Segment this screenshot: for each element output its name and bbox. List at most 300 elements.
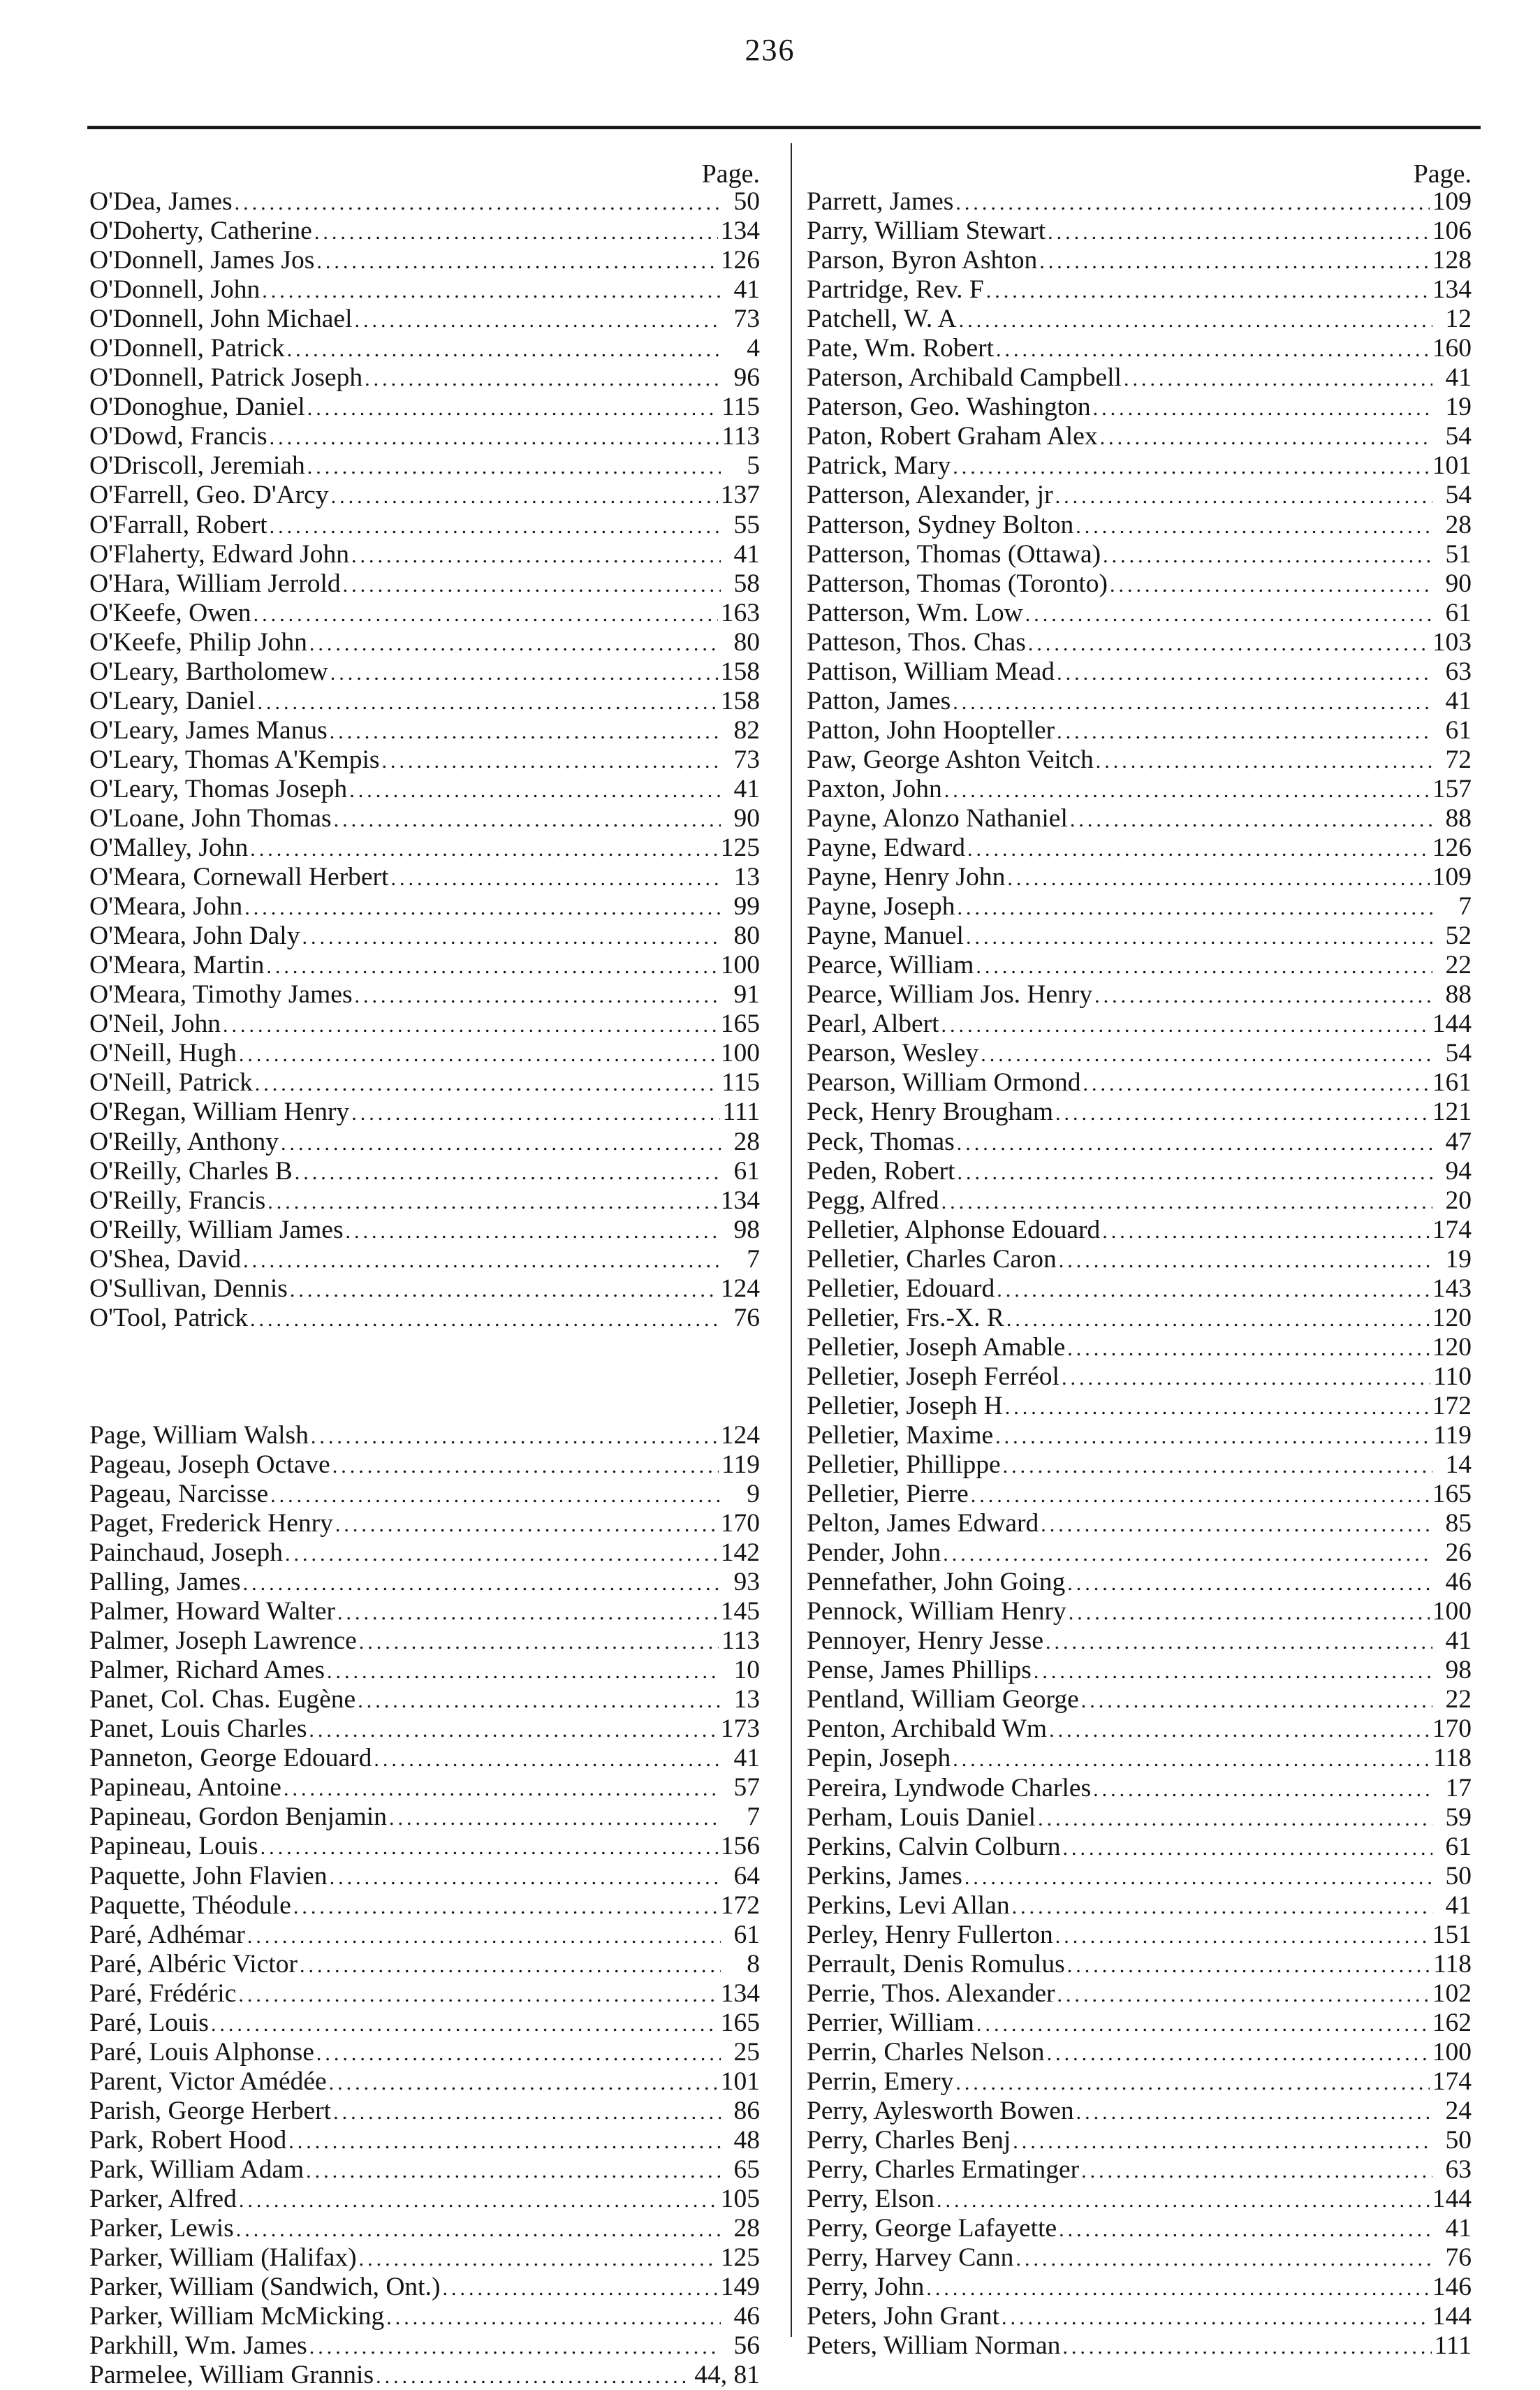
dot-leader [235, 189, 721, 217]
index-entry [89, 187, 760, 217]
entry-name: Perham, Louis Daniel [807, 1802, 1036, 1832]
entry-name: Payne, Henry John [807, 863, 1006, 892]
entry-name: Pender, John [807, 1538, 941, 1568]
entry-page-number: 64 [733, 1861, 760, 1890]
index-entry [89, 246, 760, 275]
entry-page-number: 7 [747, 1802, 760, 1832]
index-entry [807, 1832, 1472, 1862]
entry-page-number: 124 [720, 1274, 760, 1303]
index-entry [807, 1480, 1472, 1509]
entry-name: Pelletier, Pierre [807, 1480, 969, 1509]
index-entry [807, 1039, 1472, 1068]
dot-leader [953, 453, 1430, 481]
entry-name: Paquette, John Flavien [89, 1861, 328, 1890]
dot-leader [295, 1158, 721, 1186]
entry-name: Patterson, Thomas (Toronto) [807, 569, 1108, 598]
index-entry [807, 980, 1472, 1010]
entry-name: Patterson, Alexander, jr [807, 481, 1053, 510]
page-number: 236 [745, 33, 795, 67]
entry-page-number: 142 [720, 1538, 760, 1568]
index-entry [807, 334, 1472, 363]
entry-name: Patchell, W. A [807, 305, 957, 334]
dot-leader [243, 1246, 721, 1274]
index-entry [89, 1597, 760, 1626]
entry-name: Perkins, James [807, 1861, 962, 1890]
entry-page-number: 48 [733, 2125, 760, 2155]
entry-page-number: 41 [1445, 1890, 1472, 1920]
dot-leader [1083, 1070, 1430, 1098]
entry-page-number: 5 [747, 451, 760, 481]
dot-leader [267, 1188, 718, 1216]
entry-page-number: 137 [720, 481, 760, 510]
dot-leader [976, 952, 1432, 980]
dot-leader [1055, 1099, 1430, 1127]
entry-name: Pelletier, Joseph H [807, 1391, 1003, 1420]
index-entry [807, 1362, 1472, 1392]
entry-name: O'Donoghue, Daniel [89, 393, 305, 422]
entry-page-number: 80 [733, 627, 760, 657]
dot-leader [1057, 659, 1432, 687]
entry-page-number: 56 [733, 2331, 760, 2361]
dot-leader [953, 1745, 1430, 1773]
entry-page-number: 165 [720, 1010, 760, 1039]
entry-page-number: 7 [747, 1244, 760, 1274]
dot-leader [1081, 2157, 1432, 2185]
entry-page-number: 76 [733, 1303, 760, 1332]
entry-name: Parker, Lewis [89, 2214, 234, 2243]
dot-leader [351, 541, 721, 569]
dot-leader [955, 2069, 1429, 2097]
dot-leader [255, 1070, 719, 1098]
index-group-right [807, 187, 1472, 2361]
index-entry [807, 1891, 1472, 1921]
entry-page-number: 50 [733, 187, 760, 216]
entry-page-number: 103 [1432, 627, 1472, 657]
index-entry [807, 1186, 1472, 1216]
index-entry [807, 951, 1472, 980]
entry-page-number: 149 [720, 2273, 760, 2302]
entry-page-number: 100 [1432, 1597, 1472, 1626]
entry-page-number: 61 [733, 1920, 760, 1949]
index-entry [807, 2214, 1472, 2243]
entry-name: Patteson, Thos. Chas [807, 627, 1026, 657]
entry-name: Palling, James [89, 1568, 241, 1597]
entry-page-number: 120 [1432, 1303, 1472, 1332]
index-entry [89, 833, 760, 863]
entry-page-number: 41 [733, 774, 760, 803]
entry-name: O'Donnell, Patrick [89, 334, 285, 363]
entry-name: Pereira, Lyndwode Charles [807, 1773, 1092, 1802]
entry-page-number: 113 [721, 1626, 760, 1656]
dot-leader [1038, 1805, 1432, 1832]
entry-page-number: 126 [720, 246, 760, 275]
dot-leader [1067, 1334, 1429, 1362]
entry-name: O'Dea, James [89, 187, 233, 216]
entry-name: Parent, Victor Amédée [89, 2067, 327, 2096]
entry-page-number: 59 [1445, 1802, 1472, 1832]
dot-leader [957, 1129, 1432, 1157]
entry-name: O'Leary, Thomas A'Kempis [89, 745, 380, 774]
entry-name: Peden, Robert [807, 1156, 955, 1186]
entry-name: Peck, Henry Brougham [807, 1098, 1054, 1127]
dot-leader [965, 1863, 1432, 1891]
index-entry [807, 393, 1472, 422]
entry-page-number: 54 [1445, 422, 1472, 451]
entry-page-number: 17 [1445, 1773, 1472, 1802]
index-entry [807, 1714, 1472, 1744]
entry-page-number: 90 [733, 803, 760, 833]
index-entry [807, 657, 1472, 687]
dot-leader [238, 1981, 717, 2009]
entry-name: Payne, Alonzo Nathaniel [807, 803, 1068, 833]
dot-leader [332, 1452, 719, 1480]
index-entry [807, 921, 1472, 951]
entry-name: Park, Robert Hood [89, 2125, 287, 2155]
index-entry [89, 2009, 760, 2038]
dot-leader [211, 2010, 718, 2038]
index-entry [89, 2155, 760, 2185]
entry-page-number: 109 [1432, 187, 1472, 216]
entry-name: Perry, Charles Benj [807, 2126, 1011, 2155]
header-rule [87, 126, 1481, 129]
entry-page-number: 47 [1445, 1127, 1472, 1156]
index-entry [89, 334, 760, 363]
dot-leader [390, 864, 721, 892]
index-entry [89, 1773, 760, 1802]
entry-name: Palmer, Richard Ames [89, 1656, 325, 1685]
entry-name: Payne, Manuel [807, 921, 964, 951]
dot-leader [287, 335, 721, 363]
entry-page-number: 28 [733, 1127, 760, 1156]
entry-page-number: 101 [1432, 451, 1472, 481]
dot-leader [254, 600, 718, 628]
entry-page-number: 124 [720, 1420, 760, 1450]
index-entry [807, 1626, 1472, 1656]
dot-leader [314, 218, 718, 246]
index-group-o [89, 187, 760, 1333]
entry-page-number: 41 [733, 539, 760, 569]
entry-page-number: 91 [733, 980, 760, 1010]
entry-name: Perry, Harvey Cann [807, 2243, 1014, 2273]
dot-leader [1006, 1305, 1430, 1333]
index-entry [89, 1450, 760, 1480]
index-entry [807, 1421, 1472, 1450]
entry-name: O'Tool, Patrick [89, 1303, 249, 1332]
entry-page-number: 174 [1432, 2067, 1472, 2096]
entry-name: Pepin, Joseph [807, 1744, 951, 1773]
dot-leader [926, 2274, 1429, 2302]
dot-leader [1048, 218, 1430, 246]
dot-leader [1007, 864, 1429, 892]
dot-leader [244, 894, 721, 921]
entry-page-number: 156 [720, 1832, 760, 1861]
entry-name: O'Keefe, Philip John [89, 627, 307, 657]
index-entry [807, 275, 1472, 305]
dot-leader [285, 1540, 718, 1568]
index-entry [89, 305, 760, 334]
entry-name: Paré, Adhémar [89, 1920, 245, 1949]
index-entry [807, 422, 1472, 451]
entry-name: O'Reilly, William James [89, 1215, 344, 1244]
dot-leader [1093, 394, 1432, 422]
entry-name: Park, William Adam [89, 2155, 305, 2184]
entry-name: Patton, James [807, 686, 951, 715]
index-entry [89, 1421, 760, 1450]
entry-name: Patton, John Hoopteller [807, 715, 1055, 745]
index-entry [89, 511, 760, 540]
index-entry [89, 1245, 760, 1274]
entry-page-number: 96 [733, 363, 760, 393]
index-entry [807, 1509, 1472, 1538]
index-entry [807, 217, 1472, 246]
entry-page-number: 134 [1432, 275, 1472, 305]
entry-page-number: 157 [1432, 774, 1472, 803]
dot-leader [1039, 247, 1430, 275]
index-entry [89, 1010, 760, 1039]
dot-leader [307, 453, 721, 481]
column-divider [791, 143, 792, 2337]
entry-page-number: 25 [733, 2037, 760, 2067]
dot-leader [1110, 571, 1432, 599]
entry-page-number: 118 [1433, 1949, 1472, 1979]
entry-name: O'Reilly, Charles B [89, 1156, 293, 1186]
entry-name: Partridge, Rev. F [807, 275, 984, 305]
index-entry [807, 511, 1472, 540]
entry-name: Painchaud, Joseph [89, 1538, 284, 1568]
index-entry [89, 1744, 760, 1773]
dot-leader [1096, 747, 1432, 775]
index-entry [89, 1274, 760, 1304]
index-entry [807, 2243, 1472, 2273]
dot-leader [374, 1745, 721, 1773]
entry-page-number: 85 [1445, 1509, 1472, 1538]
index-entry [89, 1068, 760, 1098]
dot-leader [358, 1686, 721, 1714]
index-entry [807, 628, 1472, 657]
entry-page-number: 134 [720, 1979, 760, 2008]
entry-name: O'Regan, William Henry [89, 1098, 350, 1127]
entry-name: Penton, Archibald Wm [807, 1714, 1048, 1744]
entry-name: Papineau, Louis [89, 1832, 258, 1861]
index-entry [807, 2273, 1472, 2302]
entry-page-number: 41 [1445, 2214, 1472, 2243]
index-entry [89, 451, 760, 481]
index-entry [89, 951, 760, 980]
entry-name: Paget, Frederick Henry [89, 1508, 333, 1538]
dot-leader [262, 277, 721, 305]
dot-leader [1034, 1657, 1432, 1685]
index-entry [807, 1216, 1472, 1245]
index-entry [89, 687, 760, 716]
index-entry [807, 1010, 1472, 1039]
entry-name: Pattison, William Mead [807, 657, 1055, 686]
entry-name: Paré, Louis Alphonse [89, 2037, 314, 2067]
index-entry [89, 1098, 760, 1127]
index-entry [89, 481, 760, 510]
entry-name: Parish, George Herbert [89, 2096, 332, 2125]
entry-page-number: 46 [733, 2302, 760, 2331]
dot-leader [953, 688, 1432, 716]
entry-page-number: 172 [1432, 1391, 1472, 1420]
entry-name: O'Reilly, Francis [89, 1186, 266, 1215]
dot-leader [1059, 2215, 1432, 2243]
entry-page-number: 144 [1432, 2302, 1472, 2331]
entry-page-number: 118 [1433, 1744, 1472, 1773]
dot-leader [330, 1863, 721, 1891]
entry-name: Pearson, Wesley [807, 1039, 979, 1068]
index-entry [807, 892, 1472, 921]
entry-name: Parker, William (Halifax) [89, 2243, 357, 2273]
dot-leader [333, 2098, 721, 2126]
entry-page-number: 98 [1445, 1656, 1472, 1685]
index-entry [89, 1157, 760, 1186]
entry-name: Perkins, Calvin Colburn [807, 1832, 1061, 1861]
entry-name: O'Meara, Timothy James [89, 980, 353, 1010]
dot-leader [261, 1833, 718, 1861]
entry-name: Parrett, James [807, 187, 954, 216]
dot-leader [1067, 1569, 1432, 1597]
dot-leader [1002, 2303, 1430, 2331]
entry-page-number: 61 [1445, 1832, 1472, 1861]
index-entry [89, 716, 760, 745]
entry-name: O'Farrall, Robert [89, 510, 267, 539]
entry-page-number: 57 [733, 1773, 760, 1802]
dot-leader [330, 659, 718, 687]
entry-name: Palmer, Howard Walter [89, 1597, 335, 1626]
entry-name: Perrie, Thos. Alexander [807, 1979, 1055, 2008]
entry-name: O'Meara, John Daly [89, 921, 300, 951]
index-entry [89, 2273, 760, 2302]
index-entry [807, 451, 1472, 481]
entry-page-number: 41 [733, 275, 760, 305]
entry-page-number: 134 [720, 217, 760, 246]
dot-leader [284, 1775, 721, 1802]
entry-page-number: 41 [1445, 686, 1472, 715]
index-entry [807, 1157, 1472, 1186]
entry-page-number: 170 [1432, 1714, 1472, 1744]
index-entry [89, 1480, 760, 1509]
entry-name: Pentland, William George [807, 1685, 1079, 1714]
dot-leader [309, 629, 721, 657]
entry-name: O'Doherty, Catherine [89, 217, 312, 246]
dot-leader [250, 835, 718, 863]
index-entry [89, 2243, 760, 2273]
dot-leader [349, 776, 721, 804]
dot-leader [1059, 1246, 1432, 1274]
entry-page-number: 165 [1432, 1480, 1472, 1509]
index-entry [89, 393, 760, 422]
index-entry [807, 187, 1472, 217]
entry-name: Paterson, Geo. Washington [807, 393, 1091, 422]
entry-page-number: 145 [720, 1597, 760, 1626]
entry-page-number: 88 [1445, 803, 1472, 833]
entry-name: Perrault, Denis Romulus [807, 1949, 1065, 1979]
entry-page-number: 102 [1432, 1979, 1472, 2008]
entry-name: Perrin, Emery [807, 2067, 954, 2096]
index-entry [89, 1950, 760, 1979]
entry-name: Pearce, William Jos. Henry [807, 980, 1093, 1010]
entry-page-number: 22 [1445, 951, 1472, 980]
entry-page-number: 13 [733, 863, 760, 892]
entry-name: Parson, Byron Ashton [807, 246, 1038, 275]
dot-leader [290, 1276, 718, 1304]
index-entry [807, 1774, 1472, 1803]
entry-page-number: 160 [1432, 334, 1472, 363]
dot-leader [1067, 1951, 1430, 1979]
entry-name: Pelletier, Alphonse Edouard [807, 1215, 1101, 1244]
dot-leader [309, 1716, 717, 1744]
dot-leader [1081, 1686, 1432, 1714]
index-entry [89, 2214, 760, 2243]
entry-page-number: 24 [1445, 2097, 1472, 2126]
dot-leader [236, 2215, 721, 2243]
dot-leader [959, 306, 1432, 334]
entry-page-number: 105 [720, 2185, 760, 2214]
index-entry [89, 1186, 760, 1216]
index-entry [807, 2038, 1472, 2067]
entry-name: Paterson, Archibald Campbell [807, 363, 1122, 393]
index-entry [89, 422, 760, 451]
entry-name: Panneton, George Edouard [89, 1744, 372, 1773]
index-entry [807, 540, 1472, 569]
dot-leader [1057, 717, 1432, 745]
entry-name: Pearl, Albert [807, 1010, 939, 1039]
index-entry [807, 1333, 1472, 1362]
entry-name: O'Sullivan, Dennis [89, 1274, 288, 1303]
entry-name: Pennock, William Henry [807, 1597, 1066, 1626]
entry-name: Pelletier, Joseph Amable [807, 1332, 1066, 1362]
dot-leader [1100, 423, 1432, 451]
entry-name: Paton, Robert Graham Alex [807, 422, 1098, 451]
entry-page-number: 65 [733, 2155, 760, 2184]
entry-page-number: 63 [1445, 2155, 1472, 2185]
entry-name: Peters, John Grant [807, 2302, 999, 2331]
entry-page-number: 172 [720, 1890, 760, 1920]
entry-page-number: 12 [1445, 305, 1472, 334]
entry-page-number: 80 [733, 921, 760, 951]
group-spacer [89, 1333, 760, 1421]
entry-name: Peters, William Norman [807, 2331, 1061, 2361]
entry-page-number: 76 [1445, 2243, 1472, 2273]
index-entry [89, 1039, 760, 1068]
dot-leader [288, 2127, 721, 2155]
entry-page-number: 41 [733, 1744, 760, 1773]
dot-leader [1015, 2245, 1432, 2273]
dot-leader [1005, 1393, 1430, 1421]
dot-leader [1025, 600, 1432, 628]
entry-page-number: 14 [1445, 1450, 1472, 1480]
entry-page-number: 111 [722, 1098, 760, 1127]
dot-leader [239, 1040, 718, 1068]
index-entry [807, 1128, 1472, 1157]
entry-page-number: 28 [733, 2214, 760, 2243]
entry-name: Peck, Thomas [807, 1127, 955, 1156]
dot-leader [1041, 1510, 1432, 1538]
dot-leader [346, 1217, 721, 1245]
dot-leader [1076, 2098, 1432, 2126]
entry-name: Parker, Alfred [89, 2185, 237, 2214]
entry-page-number: 41 [1445, 1626, 1472, 1656]
index-entry [89, 1802, 760, 1832]
index-entry [89, 804, 760, 833]
dot-leader [1103, 541, 1432, 569]
dot-leader [258, 688, 718, 716]
entry-name: Perkins, Levi Allan [807, 1890, 1010, 1920]
index-entry [89, 569, 760, 599]
index-entry [89, 980, 760, 1010]
entry-name: Pageau, Narcisse [89, 1479, 269, 1508]
entry-name: Pelletier, Phillippe [807, 1450, 1001, 1480]
